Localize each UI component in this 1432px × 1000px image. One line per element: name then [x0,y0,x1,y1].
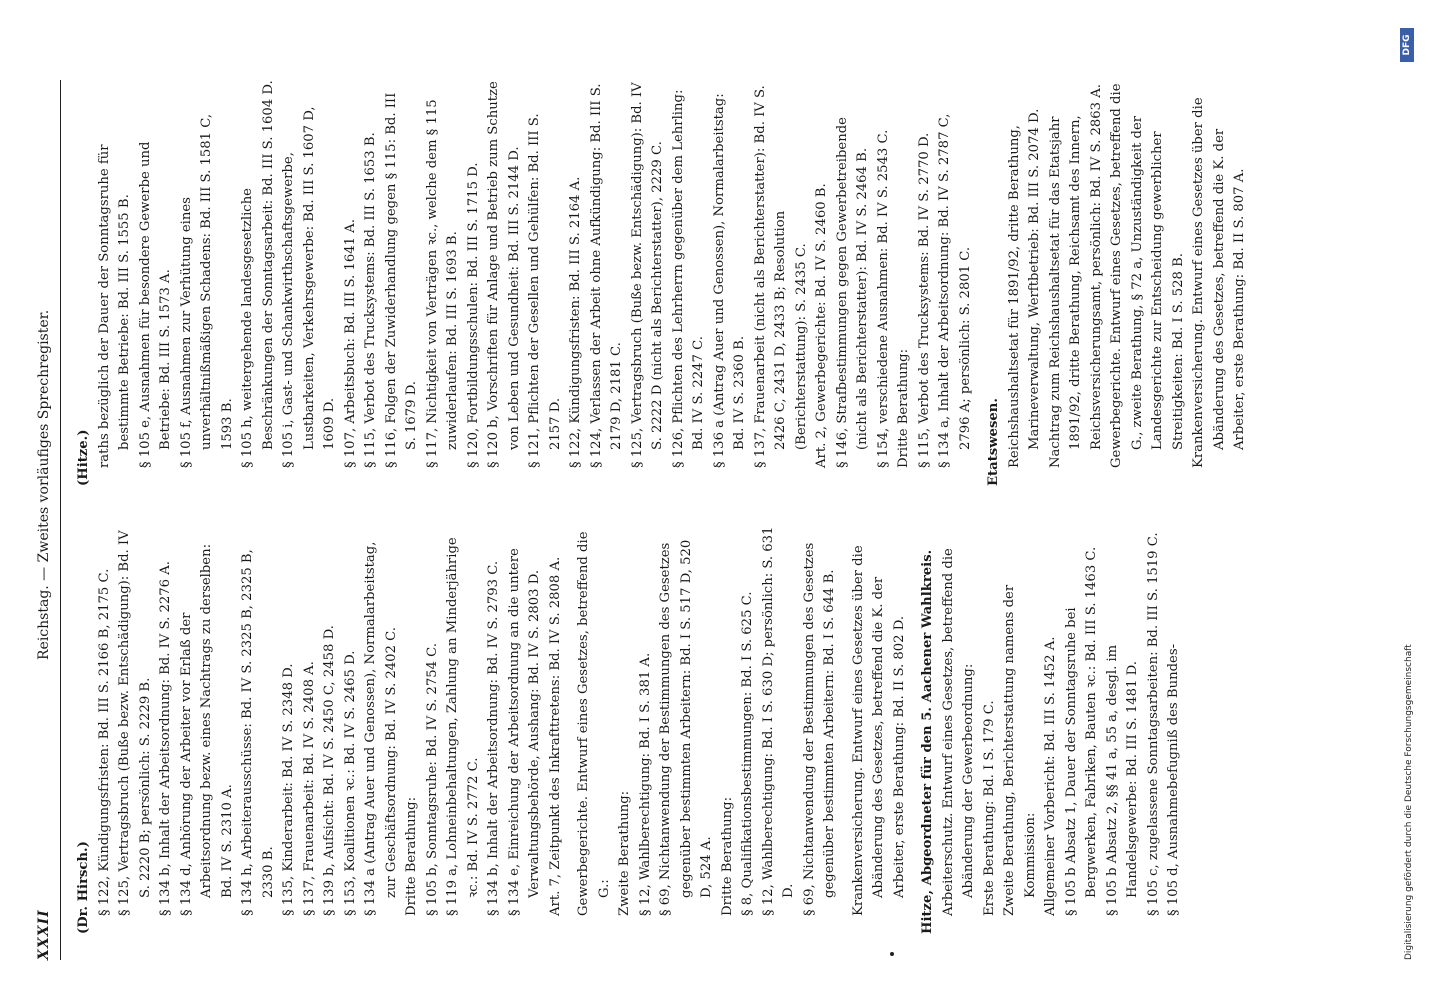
register-entry: § 105 f, Ausnahmen zur Verhütung eines unverhältnißmäßigen Schadens: Bd. III S. 1581 C, 1593 B. [178,113,235,468]
left-column [74,526,1185,934]
register-entry: Gewerbegerichte. Entwurf eines Gesetzes, betreffend die G., zweite Berathung, § 72 a, Unzuständigkeit der Landesgerichte zur Entscheidung gewerblicher Streitigkeiten: Bd. I S. 528 B. [1109,83,1186,468]
register-entry: § 12, Wahlberechtigung: Bd. I S. 630 D; persönlich: S. 631 D. [760,526,796,916]
dfg-logo: DFG [1400,28,1414,62]
register-entry: Zweite Berathung, Berichterstattung namens der Kommission: [1002,584,1038,916]
register-entry: § 105 b Absatz 1, Dauer der Sonntagsruhe bei Bergwerken, Fabriken, Bauten ꝛc.: Bd. III S. 1463 C. [1063,546,1099,916]
register-entry: Reichshaushaltsetat für 1891/92, dritte Berathung, Marineverwaltung, Werftbetrieb: Bd. III S. 2074 D. [1006,108,1042,468]
register-entry: § 139 b, Aufsicht: Bd. IV S. 2450 C, 2458 D. [322,625,337,916]
section-heading: Hitze, Abgeordneter für den 5. Aachener Wahlkreis. [920,549,935,934]
register-entry: § 105 i, Gast- und Schankwirthschaftsgewerbe, Lustbarkeiten, Verkehrsgewerbe: Bd. III S. 1607 D, 1609 D. [281,106,337,468]
section-gap [566,526,574,934]
register-entry: § 125, Vertragsbruch (Buße bezw. Entschädigung): Bd. IV S. 2222 D (nicht als Berichterstatter), 2229 C. [629,82,665,468]
register-entry: § 120 b, Vorschriften für Anlage und Betrieb zum Schutze von Leben und Gesundheit: Bd. III S. 2144 D. [486,81,522,468]
section-gap [976,80,984,486]
section-heading: Etatswesen. [986,398,1001,486]
register-entry: § 137, Frauenarbeit: Bd. IV S. 2408 A. [301,661,317,916]
register-entry: § 154, verschiedene Ausnahmen: Bd. IV S. 2543 C. [875,129,891,468]
page-header [30,80,61,960]
register-entry: § 12, Wahlberechtigung: Bd. I S. 381 A. [637,652,653,916]
page-number: XXXII [36,909,52,960]
register-entry: § 107, Arbeitsbuch: Bd. III S. 1641 A. [342,219,358,468]
register-entry: § 122, Kündigungsfristen: Bd. III S. 2164 A. [568,176,583,468]
register-entry: § 134 b, Inhalt der Arbeitsordnung: Bd. IV S. 2793 C. [486,560,501,916]
register-entry: § 153, Koalitionen ꝛc.: Bd. IV S. 2465 D. [342,650,358,916]
register-entry: Erste Berathung: Bd. I S. 179 C. [981,700,997,916]
register-entry: § 135, Kinderarbeit: Bd. IV S. 2348 D. [281,663,296,916]
register-entry: Arbeiterschutz. Entwurf eines Gesetzes, betreffend die Abänderung der Gewerbeordnung: [940,548,976,916]
register-entry: § 126, Pflichten des Lehrherrn gegenüber dem Lehrling: Bd. IV S. 2247 C. [670,89,706,468]
register-entry: § 69, Nichtanwendung der Bestimmungen des Gesetzes gegenüber bestimmten Arbeitern: Bd. I S. 644 B. [801,542,837,916]
register-entry: § 134 h, Arbeiterausschüsse: Bd. IV S. 2325 B, 2325 B, 2330 B. [240,549,276,916]
register-entry: § 125, Vertragsbruch (Buße bezw. Entschädigung): Bd. IV S. 2220 B; persönlich: S. 2229 B. [117,530,153,916]
register-entry: § 137, Frauenarbeit (nicht als Berichterstatter): Bd. IV S. 2426 C, 2431 D, 2433 B; Resolution (Berichterstattung): S. 2435 C. [752,85,809,468]
register-entry: § 124, Verlassen der Arbeit ohne Aufkündigung: Bd. III S. 2179 D, 2181 C. [588,83,624,468]
register-entry: § 105 e, Ausnahmen für besondere Gewerbe und Betriebe: Bd. III S. 1573 A. [137,141,173,468]
register-entry: Gewerbegerichte. Entwurf eines Gesetzes, betreffend die G.: [576,531,612,916]
section-heading: (Hitze.) [76,429,91,486]
digitization-note: Digitalisierung gefördert durch die Deutsche Forschungsgemeinschaft [1404,644,1414,960]
register-entry: § 134 a, Inhalt der Arbeitsordnung: Bd. IV S. 2787 C, 2796 A; persönlich: S. 2801 C. [937,113,973,468]
margin-dot [890,952,894,956]
register-entry: § 115, Verbot des Trucksystems: Bd. III S. 1653 B. [363,132,378,468]
register-entry: § 105 b, Sonntagsruhe: Bd. IV S. 2754 C. [424,643,440,916]
register-entry: § 134 b, Inhalt der Arbeitsordnung: Bd. IV S. 2276 A. [158,561,173,916]
register-entry: § 122, Kündigungsfristen: Bd. III S. 2166 B, 2175 C. [96,568,112,916]
register-entry: § 117, Nichtigkeit von Verträgen ꝛc., welche dem § 115 zuwiderlaufen: Bd. III S. 1693 B. [424,99,460,468]
page-title: Reichstag. — Zweites vorläufiges Sprechregister. [36,309,52,660]
register-entry: § 105 h, weitergehende landesgesetzliche Beschränkungen der Sonntagsarbeit: Bd. III S. 1604 D. [240,80,276,468]
section-gap [841,526,849,934]
register-entry: § 105 d, Ausnahmebefugniß des Bundes- [1166,643,1181,916]
register-entry: § 8, Qualifikationsbestimmungen: Bd. I S. 625 C. [740,591,755,916]
register-entry: Dritte Berathung: [719,796,735,916]
register-entry: § 120, Fortbildungsschulen: Bd. III S. 1715 D. [465,162,481,468]
register-entry: § 134 d, Anhörung der Arbeiter vor Erlaß der Arbeitsordnung bezw. eines Nachtrags zu derselben: Bd. IV S. 2310 A. [178,543,235,916]
register-entry: § 134 a (Antrag Auer und Genossen), Normalarbeitstag, zur Geschäftsordnung: Bd. IV S. 2402 C. [363,541,399,916]
register-entry: Zweite Berathung: [617,790,632,916]
register-entry: § 134 e, Einreichung der Arbeitsordnung an die untere Verwaltungsbehörde, Aushang: Bd. IV S. 2803 D. [506,548,542,916]
register-entry: § 121, Pflichten der Gesellen und Gehülfen: Bd. III S. 2157 D. [527,113,563,468]
register-entry: Nachtrag zum Reichshaushaltsetat für das Etatsjahr 1891/92, dritte Berathung, Reichsamt des Innern, Reichsversicherungsamt, persönlich: Bd. IV S. 2863 A. [1047,84,1104,468]
section-heading: (Dr. Hirsch.) [76,841,91,934]
register-entry: Art. 2, Gewerbegerichte: Bd. IV S. 2460 B. [814,183,829,468]
register-entry: § 119 a, Lohneinbehaltungen, Zahlung an Minderjährige ꝛc.: Bd. IV S. 2772 C. [445,537,481,916]
section-gap [910,526,918,934]
register-entry: Allgemeiner Vorbericht: Bd. III S. 1452 A. [1043,636,1058,916]
register-entry: Krankenversicherung. Entwurf eines Gesetzes über die Abänderung des Gesetzes, betreffend die K. der Arbeiter, erste Berathung: Bd. II S. 807 A. [1191,97,1247,468]
register-entry: § 105 c, zugelassene Sonntagsarbeiten: Bd. III S. 1519 C. [1145,532,1161,916]
register-entry: Art. 7, Zeitpunkt des Inkrafttretens: Bd. IV S. 2808 A. [547,556,563,916]
register-entry: Dritte Berathung: [404,796,419,916]
register-entry: § 105 b Absatz 2, §§ 41 a, 55 a, desgl. im Handelsgewerbe: Bd. III S. 1481 D. [1104,644,1140,916]
register-entry: § 146, Strafbestimmungen gegen Gewerbetreibende (nicht als Berichterstatter): Bd. IV S. 2464 B. [834,117,870,468]
register-entry: § 116, Folgen der Zuwiderhandlung gegen § 115: Bd. III S. 1679 D. [383,92,419,468]
register-entry: Dritte Berathung: [896,348,911,468]
right-column [74,80,1251,486]
register-entry: § 115, Verbot des Trucksystems: Bd. IV S. 2770 D. [916,132,932,468]
register-entry: § 136 a (Antrag Auer und Genossen), Normalarbeitstag: Bd. IV S. 2360 B. [711,93,747,468]
register-entry: raths bezüglich der Dauer der Sonntagsruhe für bestimmte Betriebe: Bd. III S. 1555 B. [96,144,132,468]
register-entry: Krankenversicherung. Entwurf eines Gesetzes über die Abänderung des Gesetzes, betreffend die K. der Arbeiter, erste Berathung: Bd. II S. 802 D. [850,545,907,916]
register-entry: § 69, Nichtanwendung der Bestimmungen des Gesetzes gegenüber bestimmten Arbeitern: Bd. I S. 517 D, 520 D, 524 A. [658,539,714,916]
